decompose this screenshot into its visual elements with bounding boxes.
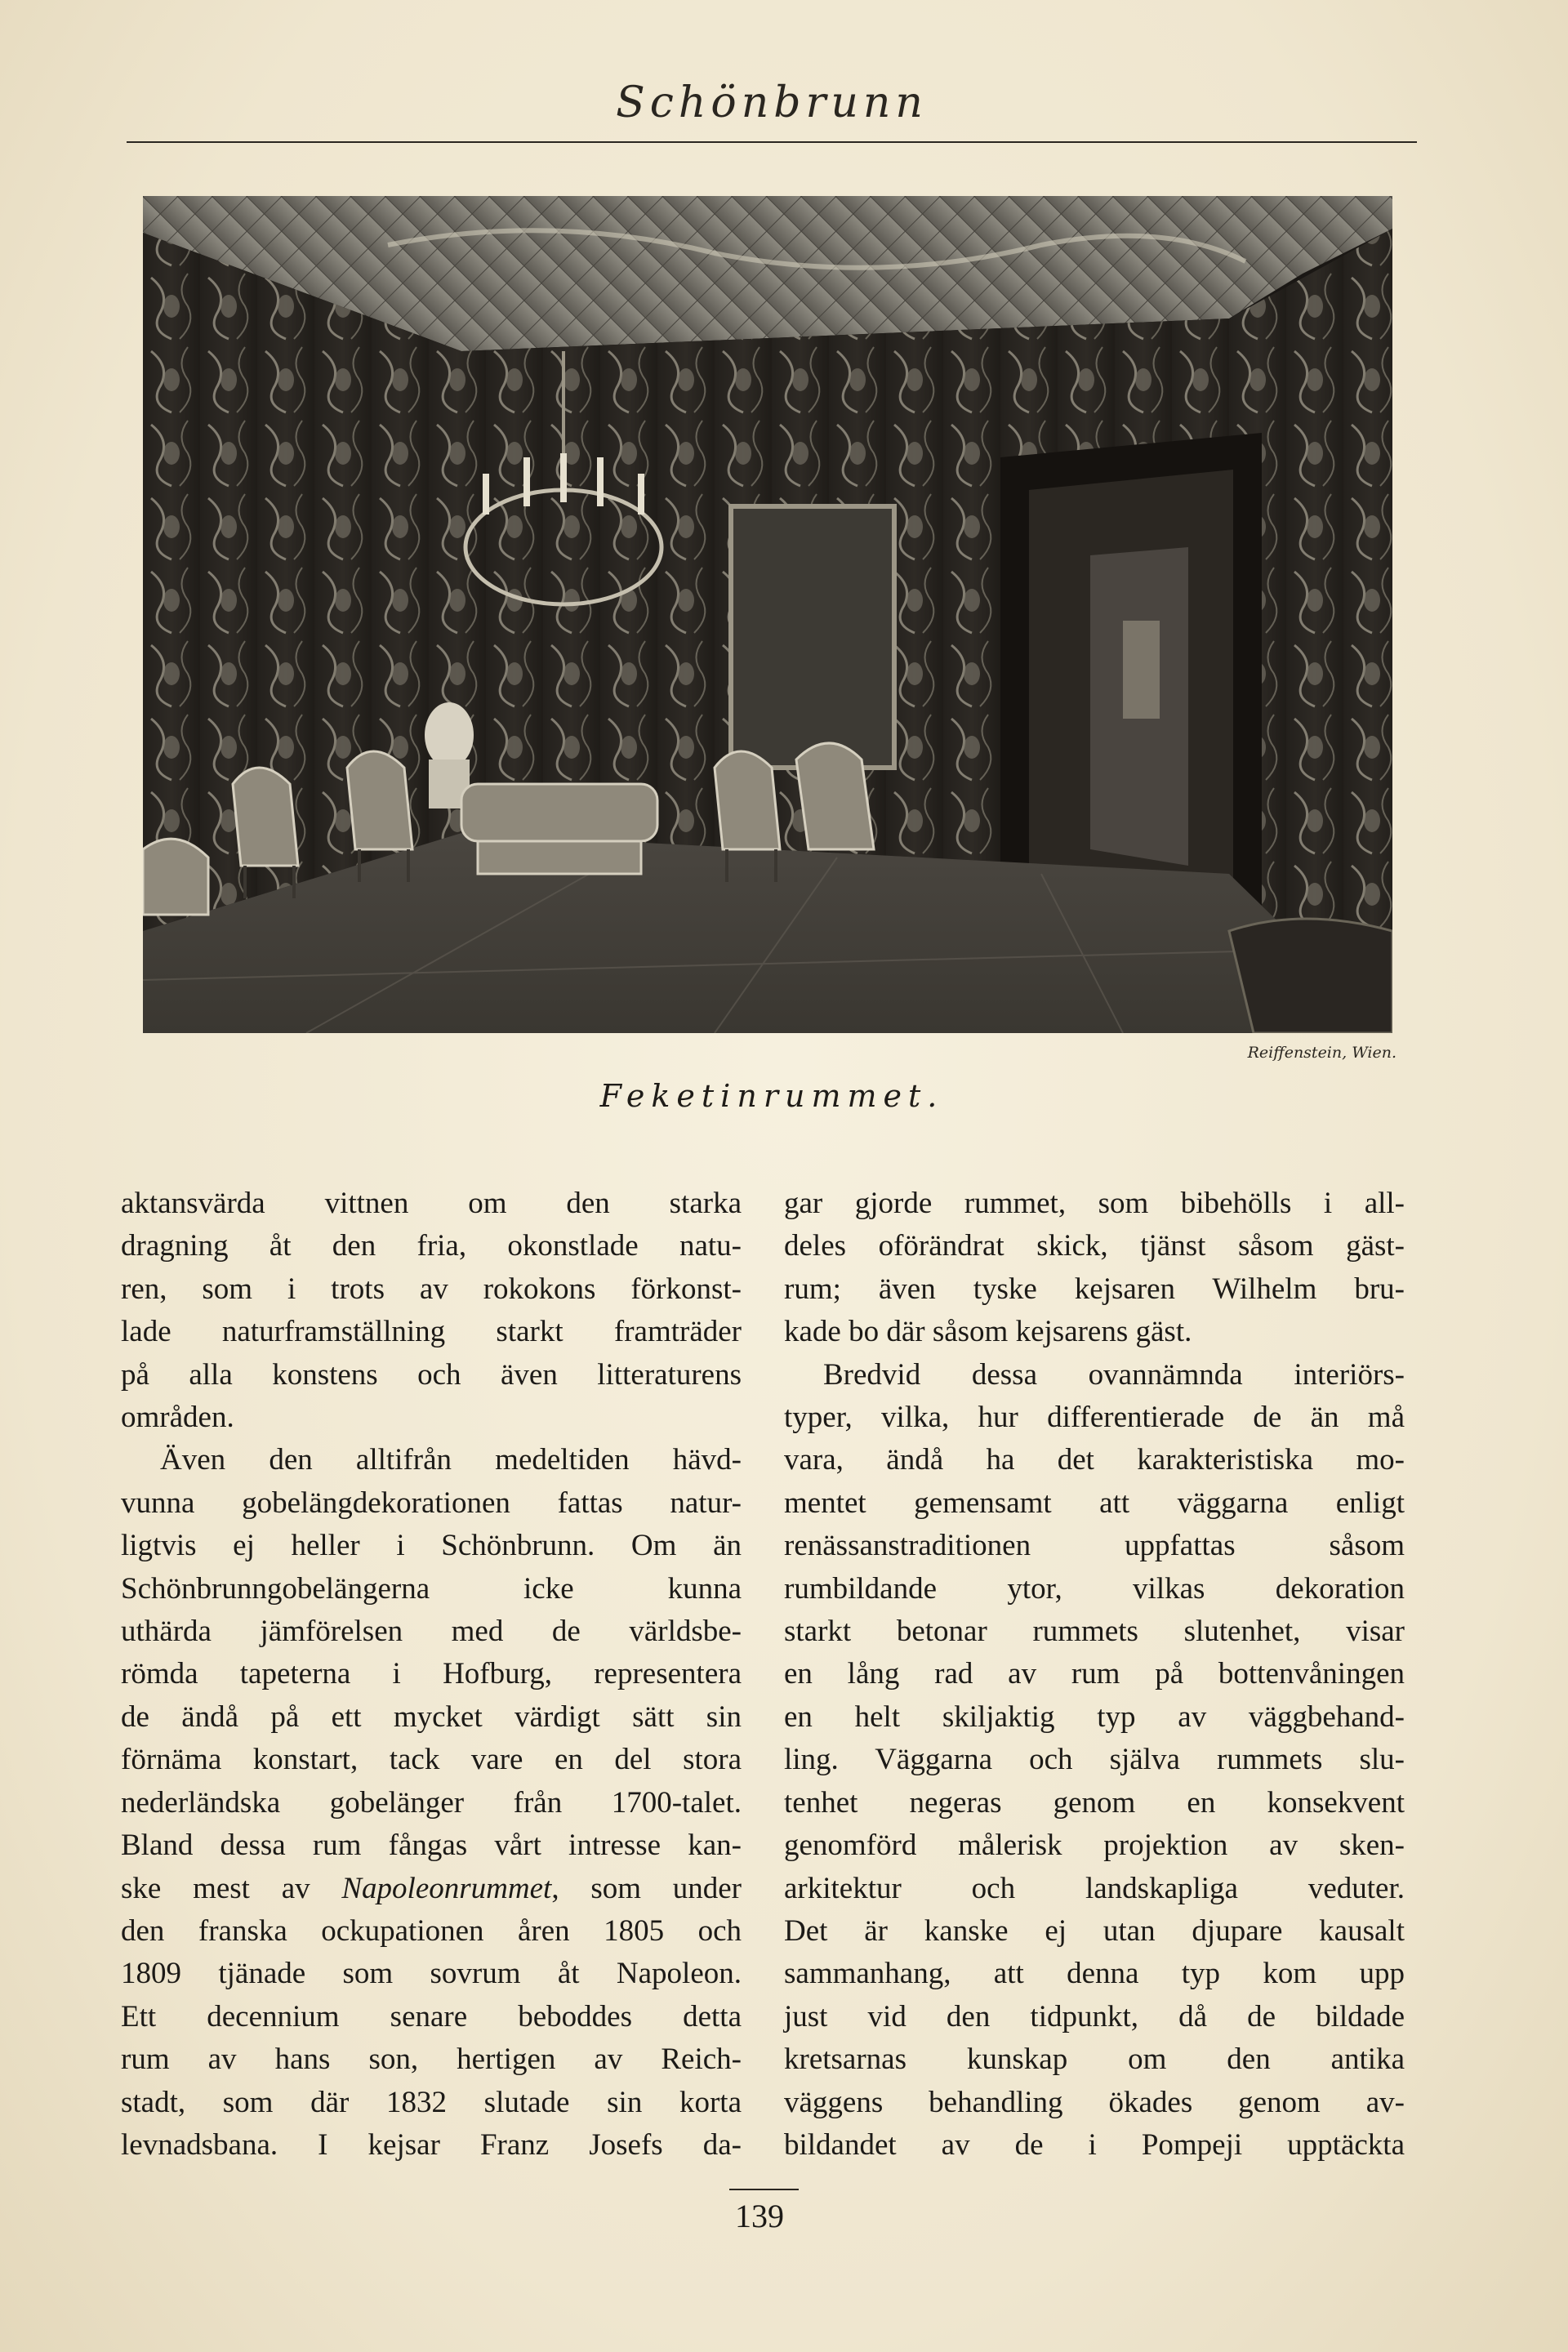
text-line: just vid den tidpunkt, då de bildade xyxy=(784,1999,1405,2034)
room-photograph xyxy=(143,196,1392,1033)
text-line: förnäma konstart, tack vare en del stora xyxy=(121,1743,742,1777)
text-line: römda tapeterna i Hofburg, representera xyxy=(121,1657,742,1691)
page-number: 139 xyxy=(735,2198,784,2234)
text-line: rum; även tyske kejsaren Wilhelm bru- xyxy=(784,1272,1405,1306)
text-line: Även den alltifrån medeltiden hävd- xyxy=(160,1443,742,1477)
text-line: ren, som i trots av rokokons förkonst- xyxy=(121,1272,742,1306)
text-line: kretsarnas kunskap om den antika xyxy=(784,2042,1405,2077)
right-text-column xyxy=(784,1183,1405,2167)
figure-caption: Feketinrummet. xyxy=(599,1078,944,1114)
text-line: områden. xyxy=(121,1401,234,1435)
text-line: typer, vilka, hur differentierade de än må xyxy=(784,1401,1405,1435)
photo-credit: Reiffenstein, Wien. xyxy=(1247,1044,1396,1062)
text-line: Det är kanske ej utan djupare kausalt xyxy=(784,1913,1405,1948)
text-line: lade naturframställning starkt framträder xyxy=(121,1315,742,1349)
text-line: de ändå på ett mycket värdigt sätt sin xyxy=(121,1699,742,1734)
header-rule xyxy=(127,141,1417,143)
text-line: starkt betonar rummets slutenhet, visar xyxy=(784,1615,1405,1649)
text-fragment: ske mest av xyxy=(121,1871,342,1905)
text-line: sammanhang, att denna typ kom upp xyxy=(784,1957,1405,1991)
text-line xyxy=(121,1868,742,1910)
text-line: en lång rad av rum på bottenvåningen xyxy=(784,1657,1405,1691)
text-line: arkitektur och landskapliga veduter. xyxy=(784,1871,1405,1905)
text-line: Ett decennium senare beboddes detta xyxy=(121,1999,742,2034)
text-line: gar gjorde rummet, som bibehölls i all- xyxy=(784,1187,1405,1220)
text-line: rumbildande ytor, vilkas dekoration xyxy=(784,1571,1405,1606)
text-line: levnadsbana. I kejsar Franz Josefs da- xyxy=(121,2127,742,2162)
text-line: deles oförändrat skick, tjänst såsom gäst- xyxy=(784,1229,1405,1263)
text-line: genomförd målerisk projektion av sken- xyxy=(784,1829,1405,1863)
text-line: Schönbrunngobelängerna icke kunna xyxy=(121,1571,742,1606)
text-line: aktansvärda vittnen om den starka xyxy=(121,1187,742,1220)
text-fragment: , som under xyxy=(551,1871,742,1905)
text-line: ligtvis ej heller i Schönbrunn. Om än xyxy=(121,1529,742,1563)
text-line: 1809 tjänade som sovrum åt Napoleon. xyxy=(121,1957,742,1991)
text-line: nederländska gobelänger från 1700-talet. xyxy=(121,1785,742,1820)
text-line: uthärda jämförelsen med de världsbe- xyxy=(121,1615,742,1649)
folio-rule xyxy=(729,2189,799,2190)
text-line: en helt skiljaktig typ av väggbehand- xyxy=(784,1699,1405,1734)
running-title: Schönbrunn xyxy=(616,78,928,127)
text-line: mentet gemensamt att väggarna enligt xyxy=(784,1486,1405,1520)
rococo-room-photograph-icon xyxy=(143,196,1392,1033)
text-line: Bredvid dessa ovannämnda interiörs- xyxy=(823,1357,1405,1392)
left-text-column xyxy=(121,1183,742,2167)
text-line: väggens behandling ökades genom av- xyxy=(784,2085,1405,2119)
text-line: vara, ändå ha det karakteristiska mo- xyxy=(784,1443,1405,1477)
text-line: stadt, som där 1832 slutade sin korta xyxy=(121,2085,742,2119)
text-line: rum av hans son, hertigen av Reich- xyxy=(121,2042,742,2077)
text-line: den franska ockupationen åren 1805 och xyxy=(121,1913,742,1948)
text-line: dragning åt den fria, okonstlade natu- xyxy=(121,1229,742,1263)
italic-room-name: Napoleonrummet xyxy=(341,1871,552,1905)
text-line: på alla konstens och även litteraturens xyxy=(121,1357,742,1392)
text-line: kade bo där såsom kejsarens gäst. xyxy=(784,1315,1192,1349)
text-line: bildandet av de i Pompeji upptäckta xyxy=(784,2127,1405,2162)
text-line: Bland dessa rum fångas vårt intresse kan- xyxy=(121,1829,742,1863)
text-line: tenhet negeras genom en konsekvent xyxy=(784,1785,1405,1820)
text-line: renässanstraditionen uppfattas såsom xyxy=(784,1529,1405,1563)
text-line: ling. Väggarna och själva rummets slu- xyxy=(784,1743,1405,1777)
text-line: vunna gobelängdekorationen fattas natur- xyxy=(121,1486,742,1520)
